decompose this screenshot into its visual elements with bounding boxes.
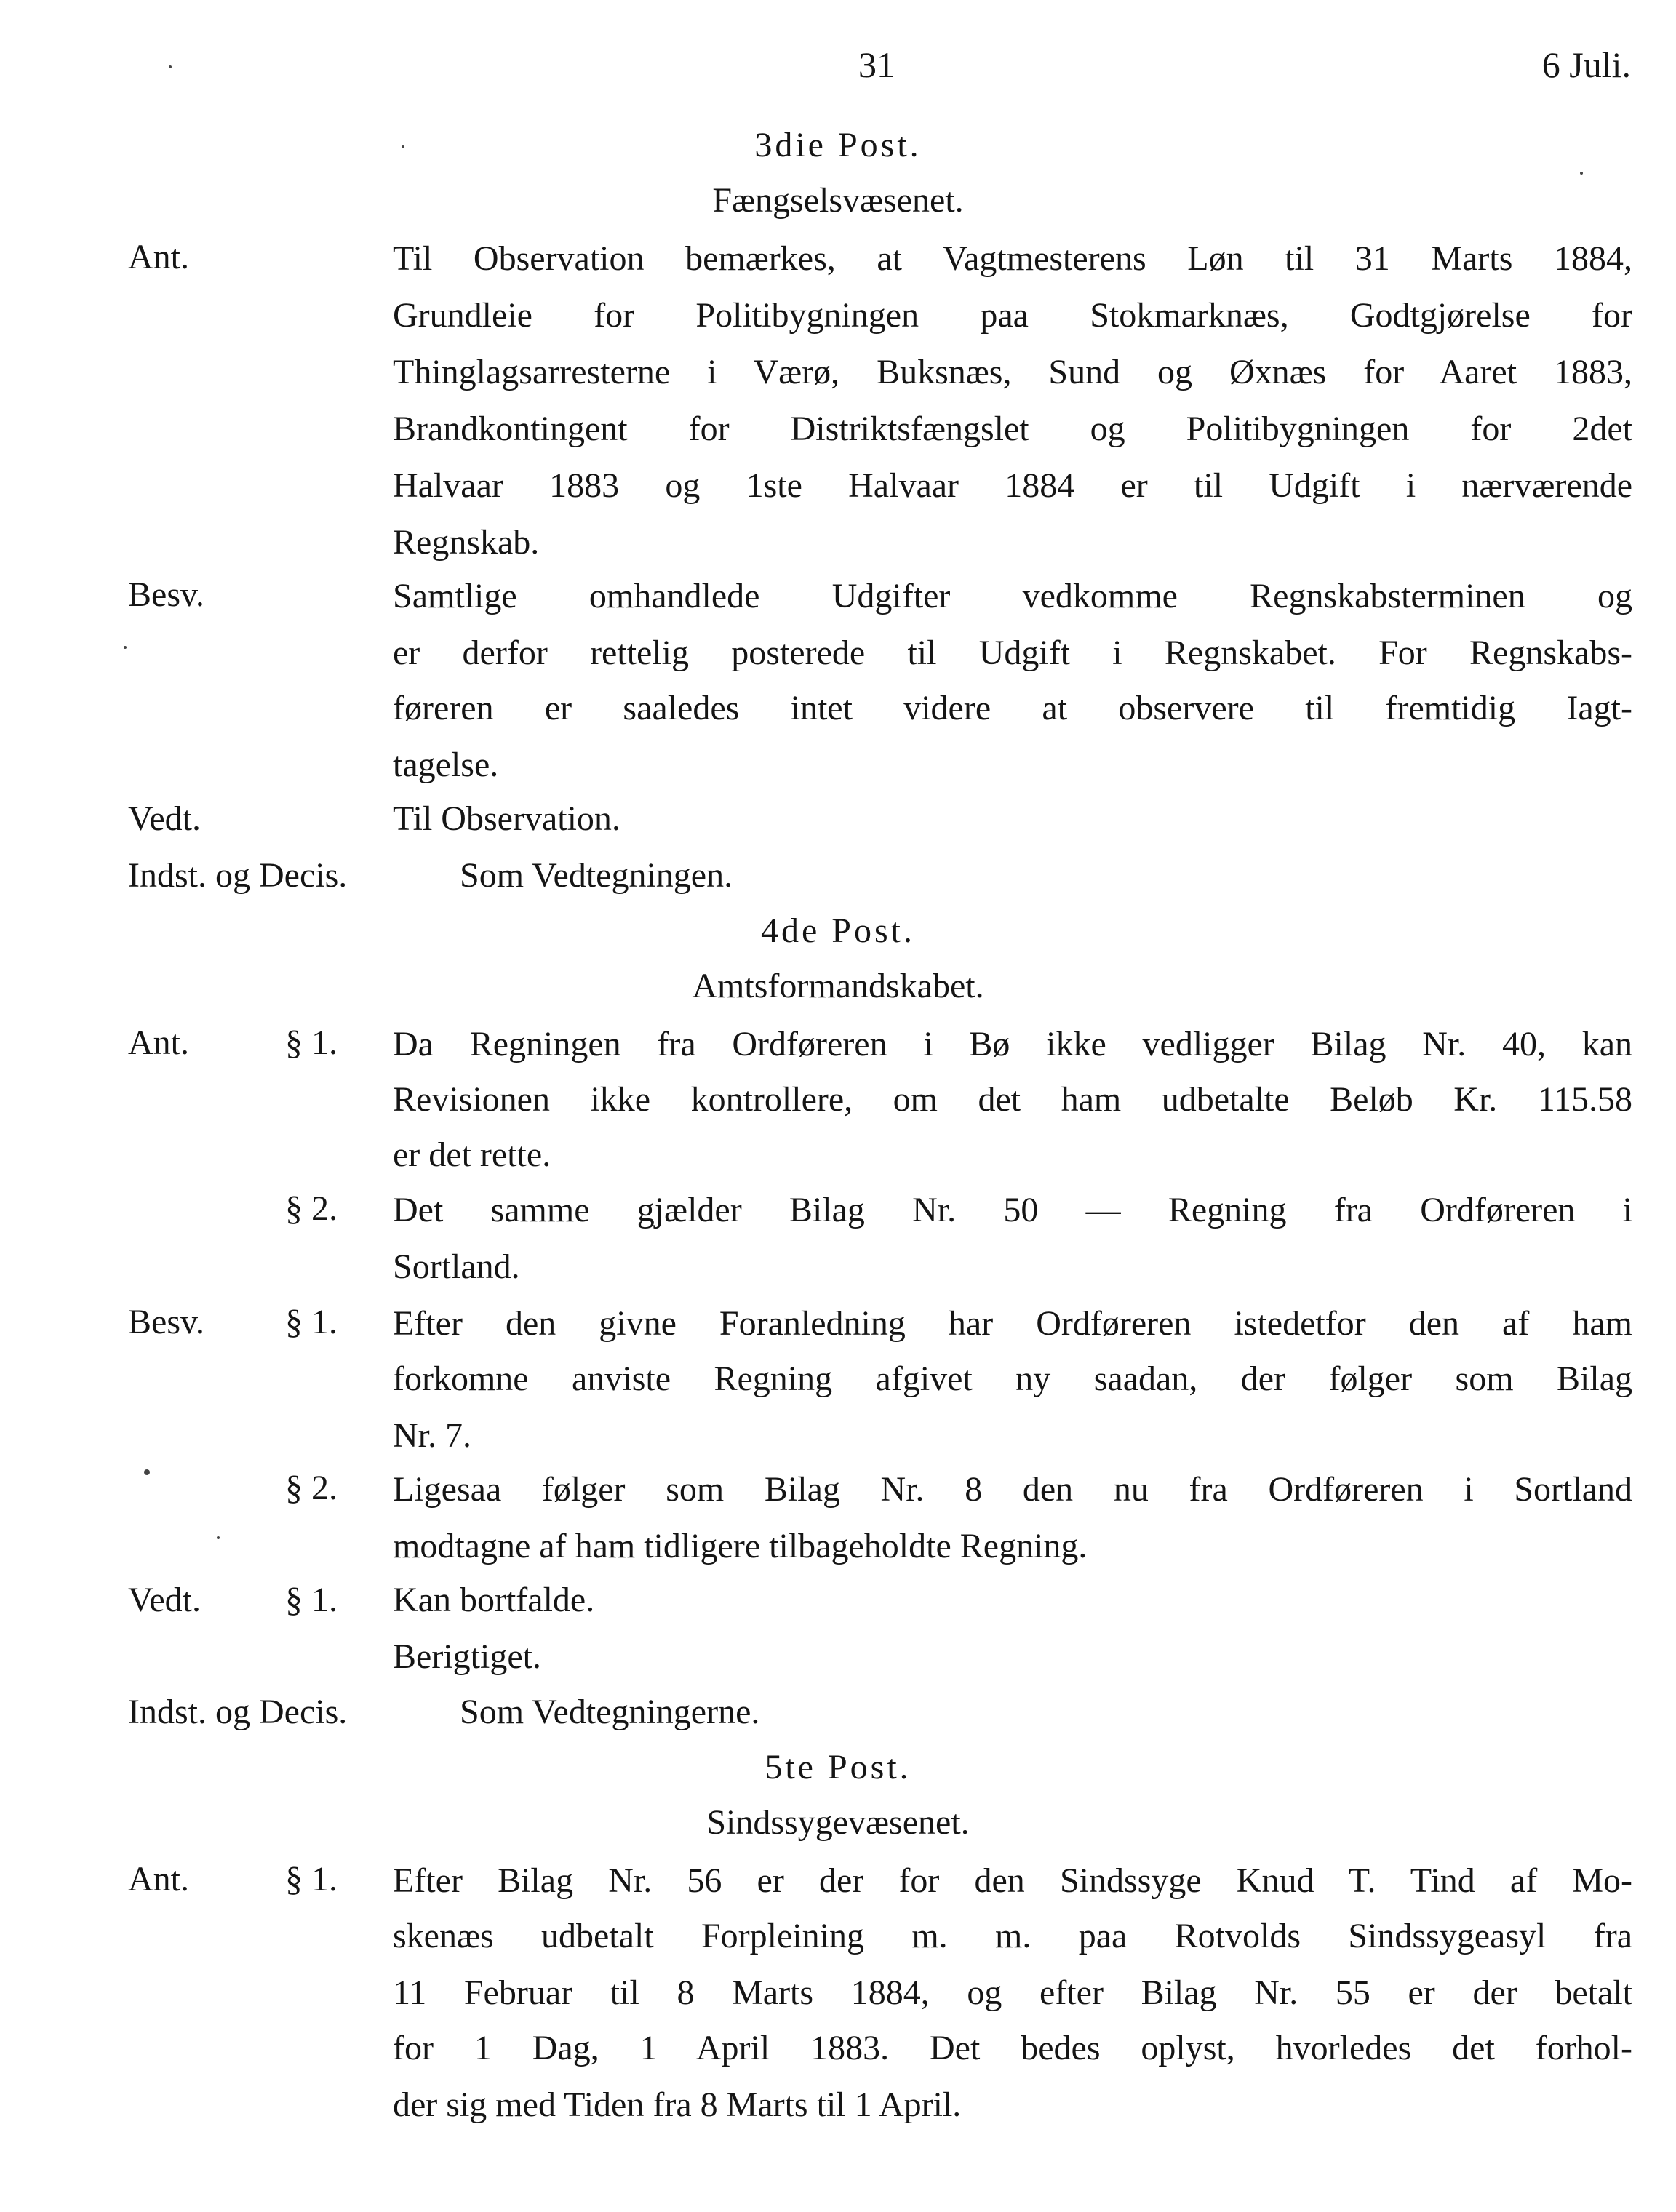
paragraph-mark: § 1. bbox=[285, 1581, 338, 1619]
section-title-post3: Fængselsvæsenet. bbox=[712, 181, 964, 220]
text-line: Nr. 7. bbox=[393, 1416, 471, 1455]
post3-vedt-text: Til Observation. bbox=[393, 799, 620, 838]
page-header bbox=[0, 36, 1676, 95]
text-line: Brandkontingent for Distriktsfængslet og Politibygningen for 2det bbox=[393, 410, 1632, 448]
text-line: for 1 Dag, 1 April 1883. Det bedes oplyst, hvorledes det forhol- bbox=[393, 2029, 1632, 2067]
text-line: skenæs udbetalt Forpleining m. m. paa Rotvolds Sindssygeasyl fra bbox=[393, 1917, 1632, 1955]
scan-speck bbox=[1580, 172, 1583, 175]
paragraph-mark: § 1. bbox=[285, 1303, 338, 1341]
text-line: der sig med Tiden fra 8 Marts til 1 April. bbox=[393, 2085, 962, 2124]
paragraph-mark: § 2. bbox=[285, 1189, 338, 1228]
section-title-post5: Sindssygevæsenet. bbox=[706, 1803, 970, 1842]
text-line: Revisionen ikke kontrollere, om det ham udbetalte Beløb Kr. 115.58 bbox=[393, 1080, 1632, 1119]
text-line: Samtlige omhandlede Udgifter vedkomme Regnskabsterminen og bbox=[393, 577, 1632, 615]
paragraph-mark: § 1. bbox=[285, 1860, 338, 1898]
page-date: 6 Juli. bbox=[1541, 44, 1631, 85]
text-line: forkomne anviste Regning afgivet ny saadan, der følger som Bilag bbox=[393, 1359, 1632, 1398]
text-line: tagelse. bbox=[393, 746, 499, 784]
text-line: er det rette. bbox=[393, 1135, 551, 1174]
text-line: Efter den givne Foranledning har Ordføreren istedetfor den af ham bbox=[393, 1304, 1632, 1343]
label-besv-post4: Besv. bbox=[128, 1303, 204, 1341]
label-ant-post4: Ant. bbox=[128, 1023, 189, 1062]
post3-indst-text: Som Vedtegningen. bbox=[460, 856, 733, 895]
text-line: Thinglagsarresterne i Værø, Buksnæs, Sund og Øxnæs for Aaret 1883, bbox=[393, 353, 1632, 391]
text-line: Da Regningen fra Ordføreren i Bø ikke vedligger Bilag Nr. 40, kan bbox=[393, 1025, 1632, 1063]
scan-speck bbox=[169, 65, 172, 68]
section-number-post3: 3die Post. bbox=[754, 126, 922, 164]
scan-speck bbox=[402, 145, 404, 148]
text-line: Til Observation bemærkes, at Vagtmesterens Løn til 31 Marts 1884, bbox=[393, 239, 1632, 278]
section-title-post4: Amtsformandskabet. bbox=[692, 967, 984, 1005]
text-line: Efter Bilag Nr. 56 er der for den Sindssyge Knud T. Tind af Mo- bbox=[393, 1861, 1632, 1900]
text-line: 11 Februar til 8 Marts 1884, og efter Bilag Nr. 55 er der betalt bbox=[393, 1973, 1632, 2012]
page-number: 31 bbox=[858, 44, 895, 85]
paragraph-mark: § 1. bbox=[285, 1023, 338, 1062]
text-line: Regnskab. bbox=[393, 523, 540, 562]
paragraph-mark: § 2. bbox=[285, 1469, 338, 1507]
scan-speck bbox=[144, 1469, 150, 1475]
section-number-post5: 5te Post. bbox=[765, 1748, 911, 1786]
scan-speck bbox=[217, 1536, 220, 1539]
label-besv-post3: Besv. bbox=[128, 575, 204, 614]
label-vedt-post3: Vedt. bbox=[128, 799, 201, 838]
scan-speck bbox=[124, 646, 127, 649]
label-vedt-post4: Vedt. bbox=[128, 1581, 201, 1619]
text-line: er derfor rettelig posterede til Udgift i Regnskabet. For Regnskabs- bbox=[393, 634, 1632, 672]
text-line: Grundleie for Politibygningen paa Stokmarknæs, Godtgjørelse for bbox=[393, 296, 1632, 335]
text-line: Sortland. bbox=[393, 1247, 520, 1286]
label-ant-post5: Ant. bbox=[128, 1860, 189, 1898]
text-line: Berigtiget. bbox=[393, 1637, 541, 1676]
post4-indst-text: Som Vedtegningerne. bbox=[460, 1693, 760, 1731]
text-line: Det samme gjælder Bilag Nr. 50 — Regning fra Ordføreren i bbox=[393, 1191, 1632, 1229]
text-line: Halvaar 1883 og 1ste Halvaar 1884 er til Udgift i nærværende bbox=[393, 466, 1632, 505]
text-line: Ligesaa følger som Bilag Nr. 8 den nu fra Ordføreren i Sortland bbox=[393, 1470, 1632, 1509]
text-line: Kan bortfalde. bbox=[393, 1581, 595, 1619]
text-line: føreren er saaledes intet videre at observere til fremtidig Iagt- bbox=[393, 689, 1632, 727]
text-line: modtagne af ham tidligere tilbageholdte Regning. bbox=[393, 1527, 1088, 1565]
label-ant-post3: Ant. bbox=[128, 238, 189, 276]
label-indst-post4: Indst. og Decis. bbox=[128, 1693, 348, 1731]
section-number-post4: 4de Post. bbox=[760, 911, 915, 950]
label-indst-post3: Indst. og Decis. bbox=[128, 856, 348, 895]
